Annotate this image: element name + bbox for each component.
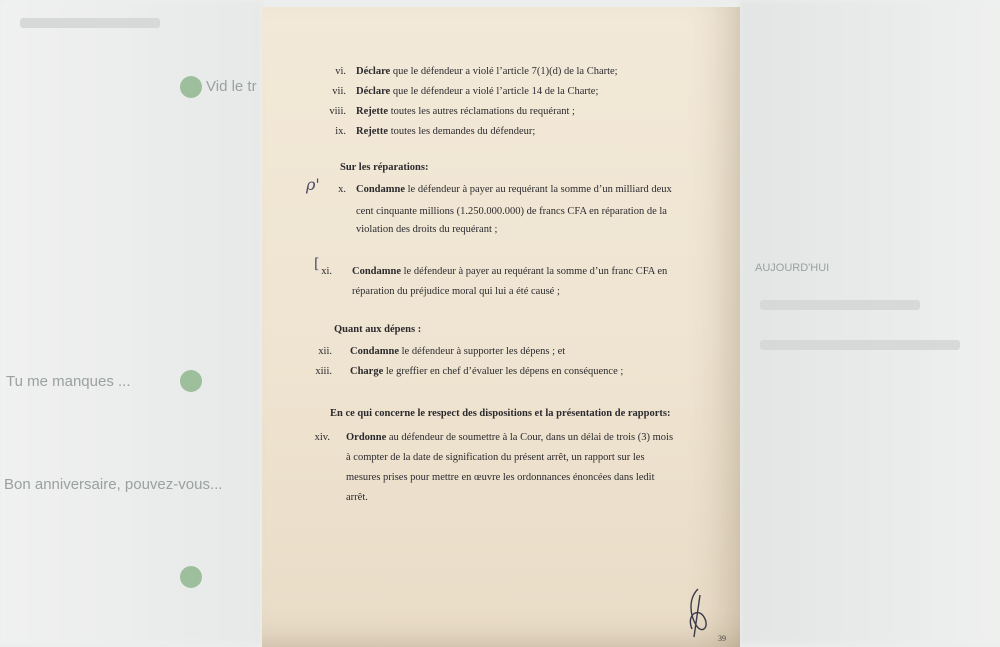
item-verb: Condamne [352,266,402,277]
signature-icon [680,585,720,640]
item-text-line: réparation du préjudice moral qui lui a été causé ; [352,286,560,297]
list-item [356,127,535,138]
list-item [346,433,673,444]
handwritten-mark: [ [314,256,320,272]
item-verb: Ordonne [346,432,387,443]
section-heading: Quant aux dépens : [334,324,422,335]
list-item [356,87,598,98]
item-text: que le défendeur a violé l’article 7(1)(d) de la Charte; [390,66,618,77]
list-item [350,347,565,358]
item-number: vii. [332,86,346,97]
item-text: que le défendeur a violé l’article 14 de la Charte; [390,86,599,97]
item-number: x. [338,184,346,195]
list-item [356,107,575,118]
page-number: 39 [718,634,726,643]
item-number: xiii. [315,366,332,377]
item-number: xii. [318,346,332,357]
list-item [350,367,623,378]
item-text: le greffier en chef d’évaluer les dépens en conséquence ; [383,366,624,377]
item-verb: Condamne [350,346,400,357]
item-text-line: cent cinquante millions (1.250.000.000) de francs CFA en réparation de la [356,206,667,217]
item-verb: Condamne [356,184,406,195]
item-text-line: à compter de la date de signification du présent arrêt, un rapport sur les [346,452,645,463]
item-number: vi. [335,66,346,77]
background-bar [20,18,160,28]
list-item [356,67,618,78]
background-right-panel [740,0,1000,644]
list-item [356,185,672,196]
background-text: AUJOURD'HUI [755,262,830,274]
item-text: toutes les demandes du défendeur; [388,126,536,137]
background-bar [760,300,920,310]
item-text-line: mesures prises pour mettre en œuvre les ordonnances énoncées dans ledit [346,472,655,483]
item-text-line: violation des droits du requérant ; [356,224,498,235]
item-number: xi. [321,266,332,277]
item-verb: Déclare [356,86,391,97]
background-text: Vid le tr [206,78,257,95]
item-text: le défendeur à payer au requérant la somme d’un milliard deux [405,184,672,195]
background-text: Tu me manques ... [6,373,131,390]
background-left-panel [0,0,262,644]
section-heading: Sur les réparations: [340,162,429,173]
item-number: xiv. [314,432,330,443]
item-text-line: arrêt. [346,492,368,503]
list-item [352,267,667,278]
background-avatar-dot [180,370,202,392]
item-number: viii. [329,106,346,117]
handwritten-mark: ρ' [306,175,320,194]
document-page [262,7,740,647]
item-verb: Rejette [356,126,389,137]
item-verb: Déclare [356,66,391,77]
background-avatar-dot [180,566,202,588]
item-text: le défendeur à payer au requérant la somme d’un franc CFA en [401,266,668,277]
item-text: toutes les autres réclamations du requérant ; [388,106,575,117]
item-number: ix. [335,126,346,137]
section-heading: En ce qui concerne le respect des dispositions et la présentation de rapports: [330,408,671,419]
background-text: Bon anniversaire, pouvez-vous... [4,476,223,493]
item-verb: Rejette [356,106,389,117]
item-text: au défendeur de soumettre à la Cour, dans un délai de trois (3) mois [386,432,674,443]
item-text: le défendeur à supporter les dépens ; et [399,346,566,357]
item-verb: Charge [350,366,384,377]
background-bar [760,340,960,350]
background-avatar-dot [180,76,202,98]
